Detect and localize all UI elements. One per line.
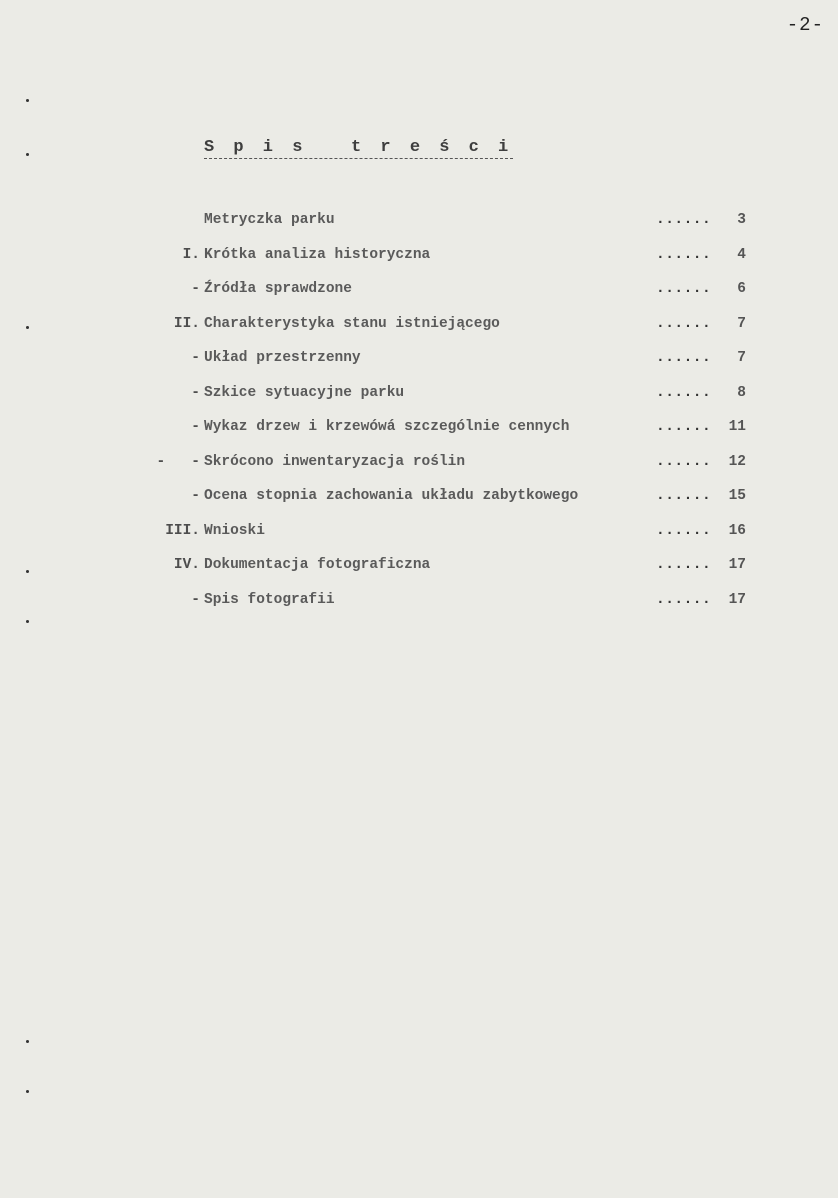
- margin-dot: [26, 1040, 29, 1043]
- toc-leader-dots: ......: [656, 212, 712, 228]
- toc-prefix: -: [191, 281, 200, 297]
- table-of-contents: [0, 203, 838, 617]
- toc-label: Wnioski: [204, 522, 265, 539]
- toc-entry: [0, 203, 838, 238]
- toc-prefix: IV.: [173, 557, 200, 573]
- toc-prefix: -: [191, 384, 200, 401]
- toc-prefix: I.: [182, 246, 200, 263]
- toc-label: Układ przestrzenny: [204, 350, 361, 366]
- toc-label: Krótka analiza historyczna: [204, 246, 431, 263]
- toc-leader-dots: ......: [656, 350, 712, 366]
- toc-page-number: 17: [728, 591, 746, 608]
- toc-entry: [0, 307, 838, 342]
- toc-entry: [0, 514, 838, 549]
- toc-page-number: 7: [737, 315, 746, 332]
- document-title: S p i s t r e ś c i: [204, 138, 513, 157]
- toc-entry: [0, 238, 838, 273]
- margin-dot: [26, 153, 29, 156]
- toc-leader-dots: ......: [656, 246, 712, 263]
- toc-page-number: 16: [728, 522, 746, 539]
- toc-page-number: 4: [737, 246, 746, 263]
- margin-dot: [26, 99, 29, 102]
- toc-entry: [0, 410, 838, 445]
- toc-page-number: 7: [737, 350, 746, 366]
- toc-leader-dots: ......: [656, 384, 712, 401]
- toc-prefix: - -: [156, 453, 200, 470]
- margin-dot: [26, 620, 29, 623]
- toc-leader-dots: ......: [656, 315, 712, 332]
- toc-page-number: 3: [737, 212, 746, 228]
- toc-prefix: -: [191, 591, 200, 608]
- toc-page-number: 8: [737, 384, 746, 401]
- toc-label: Skrócono inwentaryzacja roślin: [204, 453, 466, 470]
- toc-page-number: 6: [737, 281, 746, 297]
- toc-prefix: III.: [165, 522, 200, 539]
- toc-page-number: 17: [728, 557, 746, 573]
- toc-page-number: 11: [728, 419, 746, 435]
- toc-page-number: 15: [728, 488, 746, 504]
- toc-leader-dots: ......: [656, 522, 712, 539]
- toc-leader-dots: ......: [656, 453, 712, 470]
- toc-label: Ocena stopnia zachowania układu zabytkowego: [204, 488, 579, 504]
- toc-label: Dokumentacja fotograficzna: [204, 557, 431, 573]
- toc-label: Spis fotografii: [204, 591, 335, 608]
- toc-leader-dots: ......: [656, 419, 712, 435]
- toc-label: Źródła sprawdzone: [204, 281, 352, 297]
- toc-label: Wykaz drzew i krzewówá szczególnie cennych: [204, 419, 570, 435]
- toc-leader-dots: ......: [656, 591, 712, 608]
- toc-leader-dots: ......: [656, 488, 712, 504]
- page-number: -2-: [786, 14, 824, 36]
- toc-entry: [0, 341, 838, 376]
- toc-prefix: -: [191, 488, 200, 504]
- toc-prefix: -: [191, 350, 200, 366]
- toc-label: Charakterystyka stanu istniejącego: [204, 315, 500, 332]
- toc-entry: [0, 272, 838, 307]
- toc-entry: [0, 445, 838, 480]
- toc-page-number: 12: [728, 453, 746, 470]
- toc-label: Metryczka parku: [204, 212, 335, 228]
- toc-entry: [0, 376, 838, 411]
- toc-entry: [0, 583, 838, 618]
- toc-entry: [0, 479, 838, 514]
- margin-dot: [26, 1090, 29, 1093]
- toc-entry: [0, 548, 838, 583]
- toc-leader-dots: ......: [656, 281, 712, 297]
- toc-label: Szkice sytuacyjne parku: [204, 384, 405, 401]
- toc-prefix: -: [191, 419, 200, 435]
- toc-leader-dots: ......: [656, 557, 712, 573]
- toc-prefix: II.: [173, 315, 200, 332]
